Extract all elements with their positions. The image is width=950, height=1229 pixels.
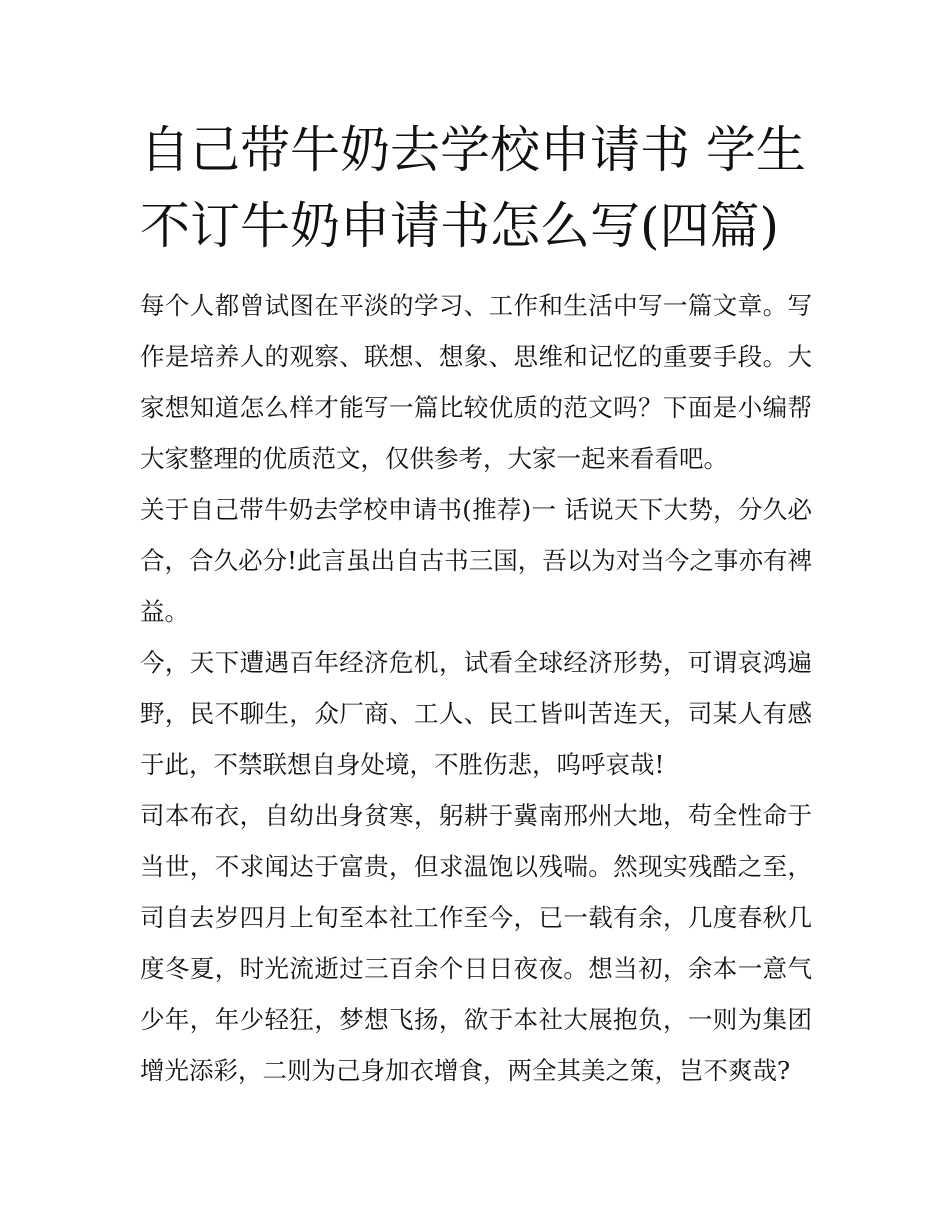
paragraph-background: 司本布衣，自幼出身贫寒，躬耕于冀南邢州大地，苟全性命于当世，不求闻达于富贵，但求温饱以残喘。然现实残酷之至，司自去岁四月上旬至本社工作至今，已一载有余，几度春秋几度冬夏，时光流逝过三百余个日日夜夜。想当初，余本一意气少年，年少轻狂，梦想飞扬，欲于本社大展抱负，一则为集团增光添彩，二则为己身加衣增食，两全其美之策，岂不爽哉? [140,801,812,1085]
document-page [140,112,812,1096]
document-title: 自己带牛奶去学校申请书 学生不订牛奶申请书怎么写(四篇) [140,121,806,255]
paragraph-crisis: 今，天下遭遇百年经济危机，试看全球经济形势，可谓哀鸿遍野，民不聊生，众厂商、工人、民工皆叫苦连天，司某人有感于此，不禁联想自身处境，不胜伤悲，呜呼哀哉! [140,648,812,779]
paragraph-heading: 关于自己带牛奶去学校申请书(推荐)一 话说天下大势，分久必合，合久必分!此言虽出自古书三国，吾以为对当今之事亦有裨益。 [140,495,812,626]
paragraph-intro: 每个人都曾试图在平淡的学习、工作和生活中写一篇文章。写作是培养人的观察、联想、想象、思维和记忆的重要手段。大家想知道怎么样才能写一篇比较优质的范文吗？下面是小编帮大家整理的优质范文，仅供参考，大家一起来看看吧。 [140,291,812,473]
